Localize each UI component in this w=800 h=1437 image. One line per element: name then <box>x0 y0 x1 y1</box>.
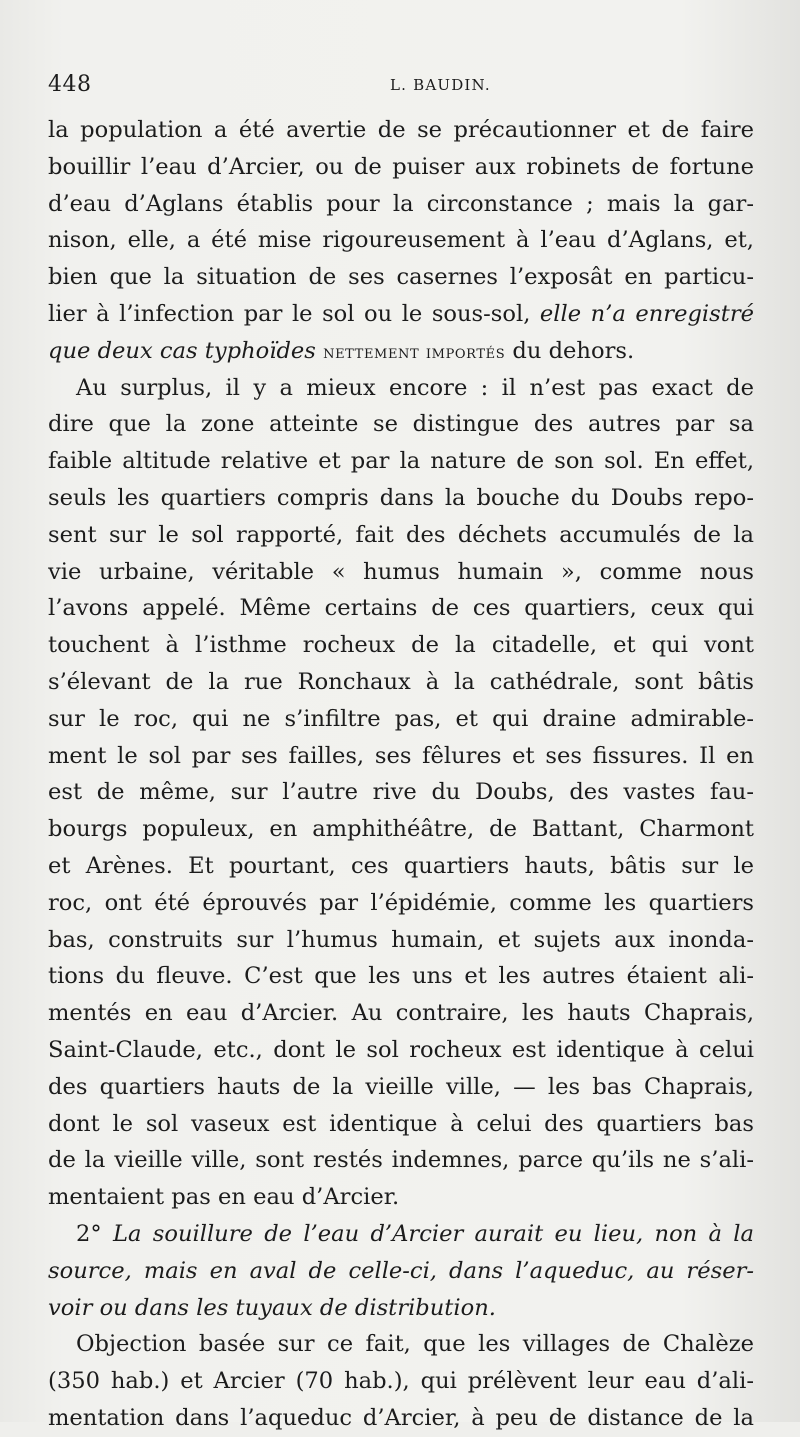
text-line <box>48 995 754 1032</box>
page-number: 448 <box>48 72 92 97</box>
text-line <box>48 811 754 848</box>
text-segment: tions du fleuve. C’est que les uns et les autres étaient ali- <box>48 963 754 990</box>
text-line <box>48 370 754 407</box>
text-segment: roc, ont été éprouvés par l’épidémie, comme les quartiers <box>48 889 754 916</box>
text-line <box>48 590 754 627</box>
page-header <box>48 72 748 104</box>
text-line <box>48 1290 754 1327</box>
text-segment: d’eau d’Aglans établis pour la circonstance ; mais la gar- <box>48 190 754 217</box>
text-segment: 2° <box>76 1220 113 1247</box>
text-segment: la population a été avertie de se précautionner et de faire <box>48 117 754 143</box>
text-segment: elle n’a enregistré <box>539 300 754 327</box>
text-line <box>48 627 754 664</box>
text-segment: voir ou dans les tuyaux de distribution. <box>48 1294 496 1321</box>
text-line <box>48 333 754 370</box>
text-line <box>48 1069 754 1106</box>
text-segment: nettement importés <box>323 340 506 363</box>
text-line <box>48 1179 754 1216</box>
text-segment: La souillure de l’eau d’Arcier aurait eu lieu, non à la <box>112 1220 754 1247</box>
text-line <box>48 1400 754 1437</box>
text-segment: bouillir l’eau d’Arcier, ou de puiser aux robinets de fortune <box>48 153 754 180</box>
text-line <box>48 1142 754 1179</box>
text-segment: faible altitude relative et par la nature de son sol. En effet, <box>48 448 754 475</box>
text-segment: dont le sol vaseux est identique à celui des quartiers bas <box>48 1110 754 1137</box>
text-line <box>48 848 754 885</box>
text-segment: l’avons appelé. Même certains de ces quartiers, ceux qui <box>48 595 754 622</box>
text-line <box>48 259 754 296</box>
text-segment: seuls les quartiers compris dans la bouche du Doubs repo- <box>48 484 754 511</box>
text-line <box>48 885 754 922</box>
text-line <box>48 1253 754 1290</box>
text-line <box>48 664 754 701</box>
text-segment: que deux cas typhoïdes <box>48 337 316 364</box>
text-line <box>48 1106 754 1143</box>
text-line <box>48 296 754 333</box>
text-line <box>48 1216 754 1253</box>
text-line <box>48 738 754 775</box>
text-segment: touchent à l’isthme rocheux de la citadelle, et qui vont <box>48 632 754 659</box>
text-line <box>48 517 754 554</box>
text-segment: bas, construits sur l’humus humain, et sujets aux inonda- <box>48 926 754 953</box>
text-line <box>48 112 754 149</box>
text-segment: mentés en eau d’Arcier. Au contraire, les hauts Chaprais, <box>48 1000 754 1027</box>
text-segment: bourgs populeux, en amphithéâtre, de Battant, Charmont <box>48 816 754 843</box>
text-segment: Objection basée sur ce fait, que les villages de Chalèze <box>76 1331 754 1358</box>
text-segment: nison, elle, a été mise rigoureusement à l’eau d’Aglans, et, <box>48 227 754 254</box>
text-segment: sent sur le sol rapporté, fait des déchets accumulés de la <box>48 521 754 548</box>
text-segment: mentation dans l’aqueduc d’Arcier, à peu de distance de la <box>48 1404 754 1431</box>
text-line <box>48 922 754 959</box>
text-line <box>48 554 754 591</box>
text-segment: de la vieille ville, sont restés indemnes, parce qu’ils ne s’ali- <box>48 1147 754 1174</box>
text-segment: sur le roc, qui ne s’infiltre pas, et qui draine admirable- <box>48 705 754 732</box>
text-line <box>48 1032 754 1069</box>
text-segment: est de même, sur l’autre rive du Doubs, des vastes fau- <box>48 779 754 806</box>
text-line <box>48 1363 754 1400</box>
text-line <box>48 406 754 443</box>
text-segment: s’élevant de la rue Ronchaux à la cathédrale, sont bâtis <box>48 668 754 695</box>
running-head: L. BAUDIN. <box>390 76 491 94</box>
text-line <box>48 958 754 995</box>
text-segment: bien que la situation de ses casernes l’exposât en particu- <box>48 264 754 291</box>
text-segment: vie urbaine, véritable « humus humain », comme nous <box>48 558 754 585</box>
body-text <box>48 112 754 1437</box>
text-line <box>48 149 754 186</box>
text-segment: lier à l’infection par le sol ou le sous-sol, <box>48 300 540 327</box>
text-segment: ment le sol par ses failles, ses fêlures et ses fissures. Il en <box>48 742 754 769</box>
text-segment: Au surplus, il y a mieux encore : il n’est pas exact de <box>76 374 754 401</box>
text-line <box>48 186 754 223</box>
text-segment: mentaient pas en eau d’Arcier. <box>48 1184 400 1211</box>
text-line <box>48 480 754 517</box>
text-segment: du dehors. <box>505 337 635 364</box>
text-segment: dire que la zone atteinte se distingue des autres par sa <box>48 411 754 438</box>
text-segment: des quartiers hauts de la vieille ville, — les bas Chaprais, <box>48 1073 754 1100</box>
text-line <box>48 774 754 811</box>
text-segment: source, mais en aval de celle-ci, dans l’aqueduc, au réser- <box>48 1257 754 1284</box>
text-segment: (350 hab.) et Arcier (70 hab.), qui prélèvent leur eau d’ali- <box>48 1368 754 1395</box>
text-segment: Saint-Claude, etc., dont le sol rocheux est identique à celui <box>48 1036 754 1063</box>
text-line <box>48 443 754 480</box>
text-line <box>48 222 754 259</box>
text-line <box>48 701 754 738</box>
text-line <box>48 1326 754 1363</box>
text-segment: et Arènes. Et pourtant, ces quartiers hauts, bâtis sur le <box>48 852 754 879</box>
